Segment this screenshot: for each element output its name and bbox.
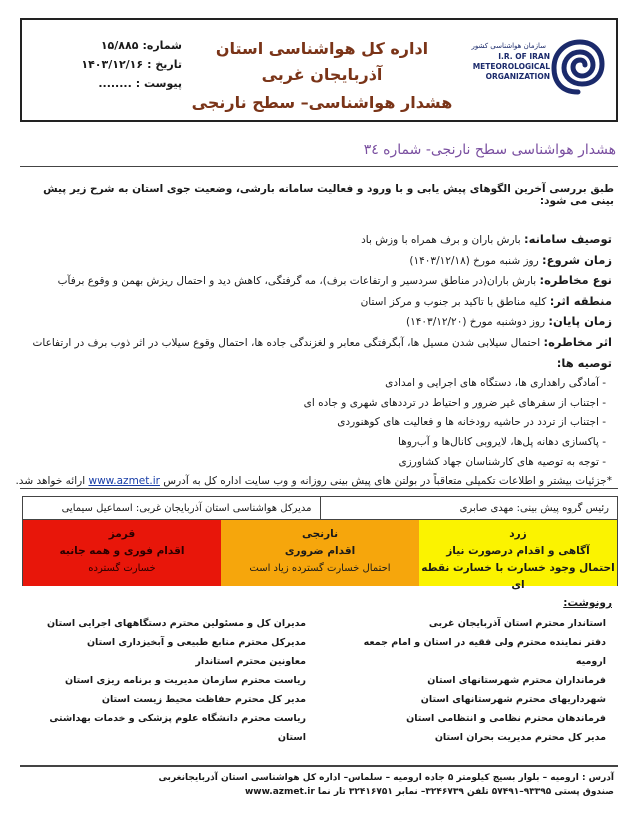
cc-item: معاونین محترم استاندار	[195, 656, 306, 667]
warning-details	[15, 230, 612, 492]
logo-spiral-icon	[550, 36, 606, 98]
date-label: تاریخ :	[147, 58, 182, 71]
header-title-block	[187, 36, 457, 118]
effect-label: اثر مخاطره:	[543, 334, 612, 349]
system-label: توصیف سامانه:	[524, 232, 612, 246]
footer-address	[18, 772, 614, 799]
cc-item: ریاست محترم سازمان مدیریت و برنامه ریزی استان	[64, 675, 306, 686]
logo-english-text: I.R. OF IRAN METEOROLOGICAL ORGANIZATION	[472, 52, 550, 81]
footnote-end: ارائه خواهد شد.	[15, 475, 86, 488]
orange-action: اقدام ضروری	[284, 545, 356, 557]
footnote-text: *جزئیات بیشتر و اطلاعات تکمیلی متعاقباً در بولتن های پیش بینی روزانه و وب سایت اداره کل به آدرس	[163, 475, 612, 488]
cc-item: مدیرکل محترم منابع طبیعی و آبخیزداری استان	[86, 637, 306, 648]
yellow-level-cell	[419, 520, 617, 591]
yellow-title: زرد	[509, 528, 527, 540]
cc-item: شهرداریهای محترم شهرستانهای استان	[420, 694, 606, 705]
letter-header	[20, 18, 618, 122]
area-label: منطقه اثر:	[549, 293, 612, 308]
yellow-damage: احتمال وجود خسارت با خسارت نقطه ای	[421, 562, 615, 591]
red-title: قرمز	[108, 528, 136, 540]
cc-item: فرمانداران محترم شهرستانهای استان	[427, 675, 606, 686]
orange-damage: احتمال خسارت گسترده زیاد است	[249, 563, 391, 574]
orange-level-cell	[221, 520, 419, 586]
area-value: کلیه مناطق با تاکید بر جنوب و مرکز استان	[360, 295, 547, 308]
meteorological-organization-logo	[456, 32, 606, 104]
recommendation-item: - اجتناب از تردد در حاشیه رودخانه ها و فعالیت های کوهنوردی	[337, 416, 606, 429]
orange-title: نارنجی	[301, 528, 339, 540]
cc-item: استاندار محترم استان آذربایجان غربی	[428, 618, 606, 629]
end-value: روز دوشنبه مورخ (۱۴۰۳/۱۲/۲۰)	[406, 316, 546, 329]
recommendation-item: - آمادگی راهداری ها، دستگاه های اجرایی و امدادی	[385, 377, 606, 390]
start-label: زمان شروع:	[542, 252, 612, 267]
address-line: آدرس : ارومیه – بلوار بسیج کیلومتر ۵ جاده ارومیه – سلماس– اداره کل هواشناسی استان آذربایجانغربی	[158, 773, 614, 783]
recommend-label: توصیه ها:	[556, 355, 612, 370]
office-title: اداره کل هواشناسی استان آذربایجان غربی	[215, 39, 429, 84]
cc-item: دفتر نماینده محترم ولی فقیه در استان و امام جمعه ارومیه	[363, 637, 606, 667]
divider	[20, 488, 618, 489]
cc-list-left	[26, 614, 306, 747]
system-value: بارش باران و برف همراه با وزش باد	[361, 234, 521, 246]
warning-level-title: هشدار هواشناسی– سطح نارنجی	[191, 93, 453, 112]
cc-item: مدیر کل محترم حفاظت محیط زیست استان	[101, 694, 306, 705]
number-value: ۱۵/۸۸۵	[100, 39, 139, 52]
date-value: ۱۴۰۳/۱۲/۱۶	[81, 58, 144, 71]
cc-list-right	[346, 614, 606, 747]
warning-levels-table	[22, 496, 618, 591]
letter-meta	[32, 36, 182, 93]
number-label: شماره:	[142, 39, 182, 52]
recommendation-item: - پاکسازی دهانه پل‌ها، لایروبی کانال‌ها و آب‌روها	[398, 435, 606, 448]
cc-item: فرماندهان محترم نظامی و انتظامی استان	[406, 713, 606, 724]
start-value: روز شنبه مورخ (۱۴۰۳/۱۲/۱۸)	[409, 254, 539, 267]
red-action: اقدام فوری و همه جانبه	[59, 545, 185, 557]
director-cell: مدیرکل هواشناسی استان آذربایجان غربی: اسماعیل سیمایی	[61, 502, 312, 514]
recommendation-item: - اجتناب از سفرهای غیر ضرور و احتیاط در ترددهای شهری و جاده ای	[303, 396, 606, 409]
cc-title: رونوشت:	[563, 597, 612, 609]
forecast-head-cell: رئیس گروه پیش بینی: مهدی صابری	[320, 497, 618, 519]
attachment-label: پیوست :	[135, 77, 182, 90]
divider	[20, 166, 618, 167]
warning-number-title: هشدار هواشناسی سطح نارنجی- شماره ۳٤	[363, 142, 616, 158]
website-link[interactable]: www.azmet.ir	[88, 475, 160, 488]
red-damage: خسارت گسترده	[88, 563, 156, 574]
hazard-label: نوع مخاطره:	[539, 273, 612, 288]
hazard-value: بارش باران(در مناطق سردسیر و ارتفاعات برف)، مه گرفتگی، کاهش دید و احتمال ریزش بهمن و وقوع برفآب	[57, 275, 537, 288]
cc-item: مدیر کل محترم مدیریت بحران استان	[434, 732, 606, 743]
red-level-cell	[23, 520, 221, 586]
contact-line: صندوق پستی ۹۳۳۹۵–۵۷۴۹۱ تلفن ۳۲۴۶۷۳۹– نمابر ۳۲۴۱۶۷۵۱ تار نما www.azmet.ir	[244, 786, 614, 797]
effect-value: احتمال سیلابی شدن مسیل ها، آبگرفتگی معابر و لغزندگی جاده ها، احتمال وقوع سیلاب در اثر ذوب برف در ارتفاعات	[32, 336, 541, 349]
footer-divider	[20, 765, 618, 767]
attachment-value: ........	[98, 77, 132, 90]
recommendation-item: - توجه به توصیه های کارشناسان جهاد کشاورزی	[398, 455, 606, 468]
cc-item: ریاست محترم دانشگاه علوم پزشکی و خدمات بهداشتی استان	[49, 713, 306, 743]
end-label: زمان پایان:	[548, 314, 612, 329]
logo-persian-text: سازمان هواشناسی کشور	[471, 42, 546, 50]
cc-item: مدیران کل و مسئولین محترم دستگاههای اجرایی استان	[46, 618, 306, 629]
intro-text: طبق بررسی آخرین الگوهای پیش یابی و با ورود و فعالیت سامانه بارشی، وضعیت جوی استان به شرح زیر پیش بینی می شود:	[43, 183, 614, 207]
yellow-action: آگاهی و اقدام درصورت نیاز	[446, 545, 590, 557]
